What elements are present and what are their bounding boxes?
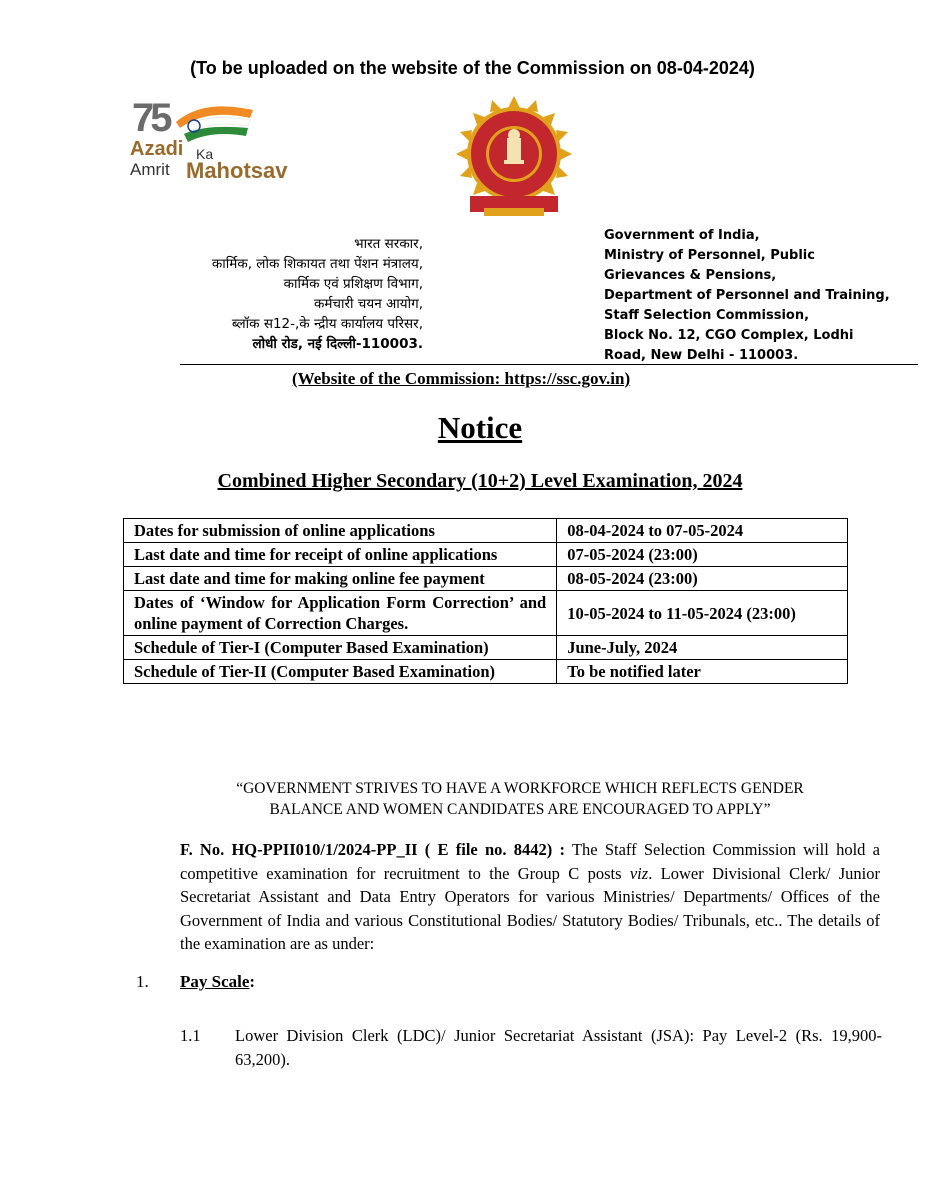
logo-ka-text: Ka <box>196 146 214 162</box>
hindi-address-line: लोधी रोड, नई दिल्ली-110003. <box>252 336 423 352</box>
intro-paragraph <box>180 838 880 956</box>
logo-number: 75 <box>132 96 169 140</box>
intro-text-a: The Staff Selection Commission will hold a competitive examination for recruitment to the Group C posts <box>180 840 880 883</box>
hindi-address-line: ब्लॉक स12-,के न्द्रीय कार्यालय परिसर, <box>231 316 423 332</box>
ssc-emblem <box>444 96 584 220</box>
subsection-1-1 <box>180 1024 882 1072</box>
english-address-line: Government of India, <box>604 228 760 243</box>
hindi-address-line: कार्मिक, लोक शिकायत तथा पेंशन मंत्रालय, <box>211 256 423 272</box>
section-heading: Pay Scale <box>180 972 250 991</box>
english-address-line: Block No. 12, CGO Complex, Lodhi <box>604 328 854 343</box>
section-colon: : <box>249 972 256 991</box>
schedule-table <box>123 518 848 684</box>
hindi-address-line: कर्मचारी चयन आयोग, <box>313 296 423 312</box>
slogan-line: “GOVERNMENT STRIVES TO HAVE A WORKFORCE WHICH REFLECTS GENDER <box>236 780 804 797</box>
schedule-label: Schedule of Tier-I (Computer Based Examination) <box>124 636 557 660</box>
schedule-label: Schedule of Tier-II (Computer Based Examination) <box>124 660 557 684</box>
logo-azadi-text: Azadi <box>130 138 184 160</box>
hindi-address-line: कार्मिक एवं प्रशिक्षण विभाग, <box>283 276 423 292</box>
table-row <box>124 519 848 543</box>
schedule-label: Dates of ‘Window for Application Form Correction’ and online payment of Correction Charges. <box>124 591 557 636</box>
page-title: Notice <box>437 410 523 445</box>
schedule-value: To be notified later <box>557 660 848 684</box>
subsection-text: Lower Division Clerk (LDC)/ Junior Secretariat Assistant (JSA): Pay Level-2 (Rs. 19,900-63,200). <box>235 1026 882 1069</box>
ssc-seal-icon <box>444 96 584 220</box>
schedule-value: June-July, 2024 <box>557 636 848 660</box>
table-row <box>124 543 848 567</box>
exam-subtitle: Combined Higher Secondary (10+2) Level Examination, 2024 <box>217 470 743 492</box>
azadi-ka-amrit-mahotsav-logo <box>128 96 288 188</box>
section-pay-scale <box>136 972 256 992</box>
schedule-value: 10-05-2024 to 11-05-2024 (23:00) <box>557 591 848 636</box>
gender-balance-slogan <box>160 778 880 820</box>
table-row <box>124 591 848 636</box>
english-address-line: Ministry of Personnel, Public <box>604 248 815 263</box>
subsection-number: 1.1 <box>180 1026 201 1045</box>
hindi-address-line: भारत सरकार, <box>354 236 423 252</box>
logo-mahotsav-text: Mahotsav <box>186 158 288 183</box>
intro-text-b: . Lower Divisional Clerk/ Junior Secretariat Assistant and Data Entry Operators for various Ministries/ Departments/ Offices of the Government of India and various Constitutional Bodies/ Statutory Bodies/ Tribunals, etc.. The details of the examination are as under: <box>180 863 880 953</box>
english-address-line: Department of Personnel and Training, <box>604 288 890 303</box>
table-row <box>124 567 848 591</box>
schedule-label: Last date and time for making online fee payment <box>124 567 557 591</box>
header-divider <box>180 364 918 365</box>
schedule-label: Dates for submission of online applications <box>124 519 557 543</box>
schedule-value: 08-05-2024 (23:00) <box>557 567 848 591</box>
table-row <box>124 660 848 684</box>
schedule-label: Last date and time for receipt of online applications <box>124 543 557 567</box>
table-row <box>124 636 848 660</box>
english-address-line: Road, New Delhi - 110003. <box>604 348 799 363</box>
english-address-line: Grievances & Pensions, <box>604 268 777 283</box>
upload-note: (To be uploaded on the website of the Commission on 08-04-2024) <box>190 58 755 78</box>
hindi-address-block <box>212 234 423 354</box>
file-number: F. No. HQ-PPII010/1/2024-PP_II ( E file no. 8442) : <box>180 840 566 859</box>
logo-amrit-text: Amrit <box>130 160 170 179</box>
english-address-line: Staff Selection Commission, <box>604 308 810 323</box>
schedule-value: 08-04-2024 to 07-05-2024 <box>557 519 848 543</box>
website-link[interactable]: (Website of the Commission: https://ssc.gov.in) <box>292 369 631 388</box>
intro-viz: viz <box>629 863 649 883</box>
english-address-block <box>604 226 890 366</box>
slogan-line: BALANCE AND WOMEN CANDIDATES ARE ENCOURAGED TO APPLY” <box>269 801 771 818</box>
section-number: 1. <box>136 972 149 991</box>
schedule-value: 07-05-2024 (23:00) <box>557 543 848 567</box>
